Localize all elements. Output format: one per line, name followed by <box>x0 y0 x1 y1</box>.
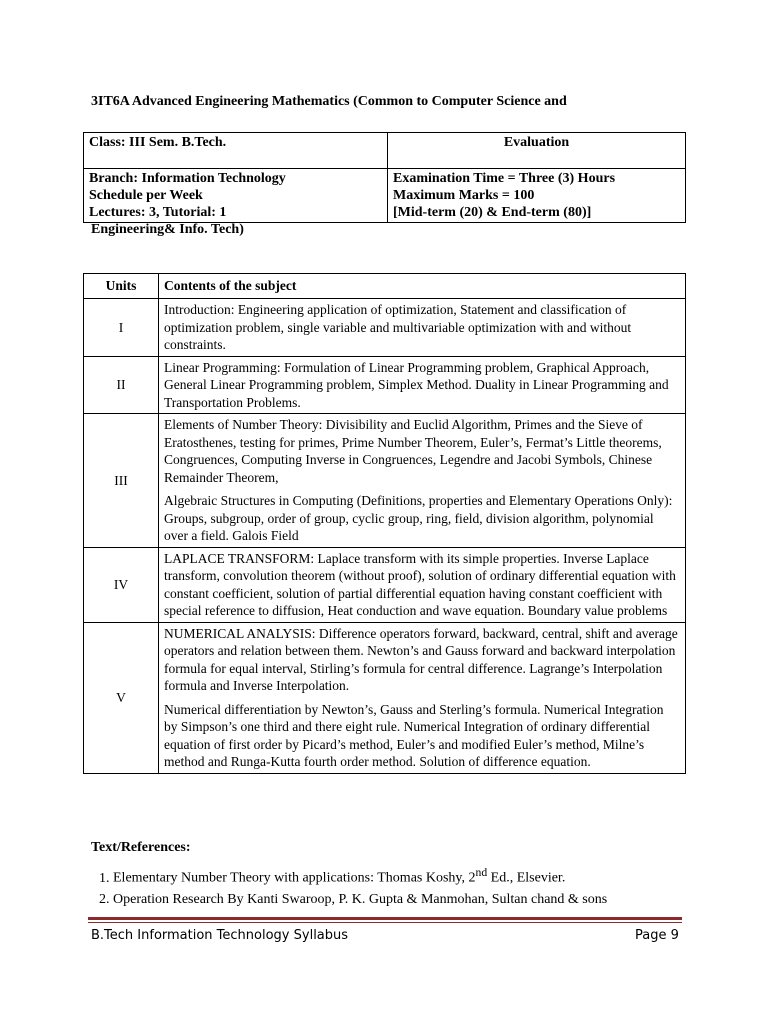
reference-text-end: Ed., Elsevier. <box>487 870 566 886</box>
lectures-label: Lectures: 3, Tutorial: 1 <box>89 205 227 220</box>
units-column-header: Units <box>84 274 159 299</box>
table-row <box>84 299 686 357</box>
unit-contents <box>159 356 686 414</box>
unit-contents <box>159 547 686 622</box>
unit-contents <box>159 299 686 357</box>
evaluation-heading: Evaluation <box>388 133 686 169</box>
reference-item <box>113 862 607 889</box>
course-title-continuation: Engineering& Info. Tech) <box>91 222 244 237</box>
evaluation-cell <box>388 169 686 223</box>
footer-rule <box>88 917 682 920</box>
units-header-row <box>84 274 686 299</box>
unit-paragraph: Elements of Number Theory: Divisibility and Euclid Algorithm, Primes and the Sieve of Eratosthenes, testing for primes, Prime Number Theorem, Euler’s, Fermat’s Little theorems, Congruences, Computing Inverse in Congruences, Legendre and Jacobi Symbols, Chinese Remainder Theorem, <box>164 417 662 485</box>
references-heading: Text/References: <box>91 840 191 855</box>
unit-paragraph: Linear Programming: Formulation of Linear Programming problem, Graphical Approach, General Linear Programming problem, Simplex Method. Duality in Linear Programming and Transportation Problems. <box>164 359 669 410</box>
reference-text: Elementary Number Theory with applications: Thomas Koshy, 2 <box>113 870 476 886</box>
table-row <box>84 356 686 414</box>
unit-paragraph: Numerical differentiation by Newton’s, Gauss and Sterling’s formula. Numerical Integration by Simpson’s one third and there eight rule. Numerical Integration of ordinary differential equation of first order by Picard’s method, Euler’s and modified Euler’s method, Milne’s method and Runga-Kutta fourth order method. Solution of difference equation. <box>164 701 664 769</box>
reference-text: Operation Research By Kanti Swaroop, P. K. Gupta & Manmohan, Sultan chand & sons <box>113 891 608 907</box>
reference-item <box>113 889 607 910</box>
unit-number: II <box>84 356 159 414</box>
unit-paragraph: Introduction: Engineering application of optimization, Statement and classification of optimization problem, single variable and multivariable optimization with and without constraints. <box>164 302 632 352</box>
unit-paragraph: LAPLACE TRANSFORM: Laplace transform with its simple properties. Inverse Laplace transform, convolution theorem (without proof), solution of ordinary differential equation with constant coefficient, solution of partial differential equation having constant coefficient with special reference to diffusion, Heat conduction and wave equation. Boundary value problems <box>164 550 676 618</box>
units-table <box>83 273 686 774</box>
table-row <box>84 414 686 548</box>
unit-contents <box>159 414 686 548</box>
unit-paragraph: NUMERICAL ANALYSIS: Difference operators forward, backward, central, shift and average operators and relation between them. Newton’s and Gauss forward and backward interpolation formula for equal interval, Stirling’s formula for central difference. Lagrange’s Interpolation formula and Inverse Interpolation. <box>164 625 678 693</box>
unit-contents <box>159 622 686 773</box>
footer-title: B.Tech Information Technology Syllabus <box>91 928 349 943</box>
marks-split-label: [Mid-term (20) & End-term (80)] <box>393 205 592 220</box>
references-list <box>91 862 607 910</box>
footer-rule-thin <box>88 922 682 923</box>
branch-label: Branch: Information Technology <box>89 171 286 186</box>
table-row <box>84 547 686 622</box>
schedule-label: Schedule per Week <box>89 188 203 203</box>
unit-number: V <box>84 622 159 773</box>
contents-column-header: Contents of the subject <box>159 274 686 299</box>
max-marks-label: Maximum Marks = 100 <box>393 188 535 203</box>
unit-number: IV <box>84 547 159 622</box>
schedule-cell <box>84 169 388 223</box>
exam-time-label: Examination Time = Three (3) Hours <box>393 171 616 186</box>
class-cell: Class: III Sem. B.Tech. <box>84 133 388 169</box>
references-section <box>91 840 607 910</box>
unit-number: I <box>84 299 159 357</box>
ordinal-suffix: nd <box>475 866 488 879</box>
page-number: Page 9 <box>635 928 679 943</box>
course-title: 3IT6A Advanced Engineering Mathematics (Common to Computer Science and <box>91 94 567 109</box>
unit-paragraph: Algebraic Structures in Computing (Definitions, properties and Elementary Operations Only): Groups, subgroup, order of group, cyclic group, ring, field, division algorithm, polynomial over a field. Galois Field <box>164 493 673 543</box>
course-info-table <box>83 132 686 223</box>
table-row <box>84 622 686 773</box>
unit-number: III <box>84 414 159 548</box>
